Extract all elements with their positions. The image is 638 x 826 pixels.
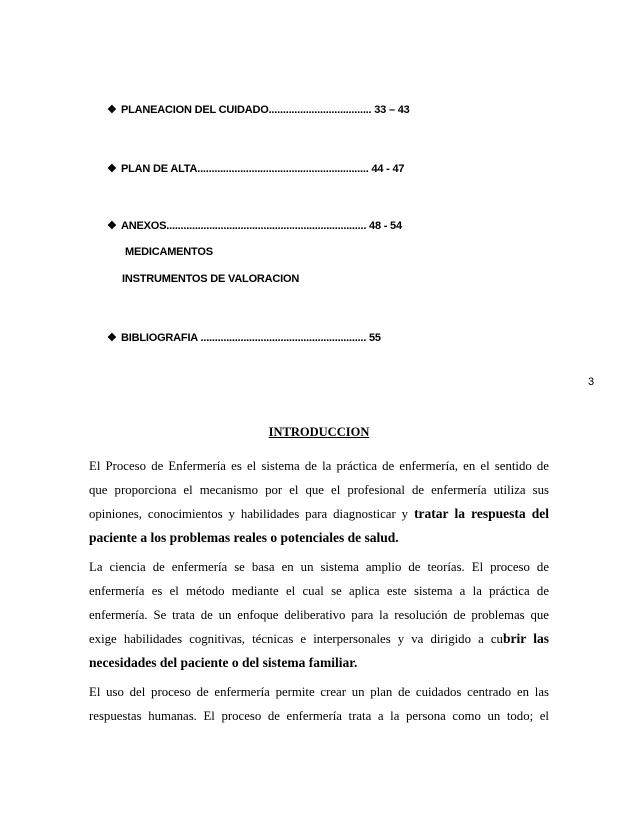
toc-subitem-instrumentos bbox=[122, 273, 299, 285]
diamond-bullet-icon: ❖ bbox=[107, 104, 117, 116]
diamond-bullet-icon: ❖ bbox=[107, 332, 117, 344]
paragraph-line: que proporciona el mecanismo por el que el profesional de enfermería utiliza sus bbox=[89, 483, 549, 497]
paragraph-line bbox=[89, 526, 549, 550]
toc-subitem-medicamentos bbox=[125, 246, 213, 258]
paragraph-line bbox=[89, 627, 549, 651]
toc-item-bibliografia bbox=[107, 331, 381, 344]
diamond-bullet-icon: ❖ bbox=[107, 220, 117, 232]
bold-text: necesidades del paciente o del sistema familiar. bbox=[89, 655, 358, 670]
paragraph-line bbox=[89, 502, 549, 526]
paragraph-2 bbox=[89, 555, 549, 675]
paragraph-line bbox=[89, 651, 549, 675]
page-number: 3 bbox=[588, 376, 595, 388]
paragraph-line: El uso del proceso de enfermería permite crear un plan de cuidados centrado en las bbox=[89, 685, 549, 699]
paragraph-1 bbox=[89, 454, 549, 550]
paragraph-line: La ciencia de enfermería se basa en un sistema amplio de teorías. El proceso de bbox=[89, 560, 549, 574]
paragraph-3 bbox=[89, 680, 549, 728]
line-text: opiniones, conocimientos y habilidades para diagnosticar y bbox=[89, 507, 415, 521]
bold-text: paciente a los problemas reales o potenciales de salud. bbox=[89, 530, 399, 545]
diamond-bullet-icon: ❖ bbox=[107, 163, 117, 175]
toc-item-plan-de-alta bbox=[107, 162, 404, 175]
paragraph-line: enfermería. Se trata de un enfoque deliberativo para la resolución de problemas que bbox=[89, 608, 549, 622]
toc-subitem-label: INSTRUMENTOS DE VALORACION bbox=[122, 273, 300, 285]
toc-item-anexos bbox=[107, 219, 402, 232]
toc-item-label: PLAN DE ALTA............................................................ 44 - 47 bbox=[121, 163, 405, 175]
paragraph-line: enfermería es el método mediante el cual se aplica este sistema a la práctica de bbox=[89, 584, 549, 598]
toc-item-label: ANEXOS...................................................................... 48 - 54 bbox=[121, 220, 402, 232]
toc-item-label: BIBLIOGRAFIA .......................................................... 55 bbox=[121, 332, 381, 344]
toc-subitem-label: MEDICAMENTOS bbox=[125, 246, 213, 258]
toc-item-label: PLANEACION DEL CUIDADO.................................... 33 – 43 bbox=[121, 104, 410, 116]
line-text: exige habilidades cognitivas, técnicas e interpersonales y va dirigido a cu bbox=[89, 632, 503, 646]
paragraph-line: respuestas humanas. El proceso de enfermería trata a la persona como un todo; el bbox=[89, 709, 549, 723]
paragraph-line: El Proceso de Enfermería es el sistema de la práctica de enfermería, en el sentido de bbox=[89, 459, 549, 473]
section-heading: INTRODUCCION bbox=[268, 425, 370, 439]
bold-text: tratar la respuesta del bbox=[414, 506, 549, 521]
toc-item-planeacion bbox=[107, 103, 410, 116]
bold-text: brir las bbox=[502, 631, 549, 646]
